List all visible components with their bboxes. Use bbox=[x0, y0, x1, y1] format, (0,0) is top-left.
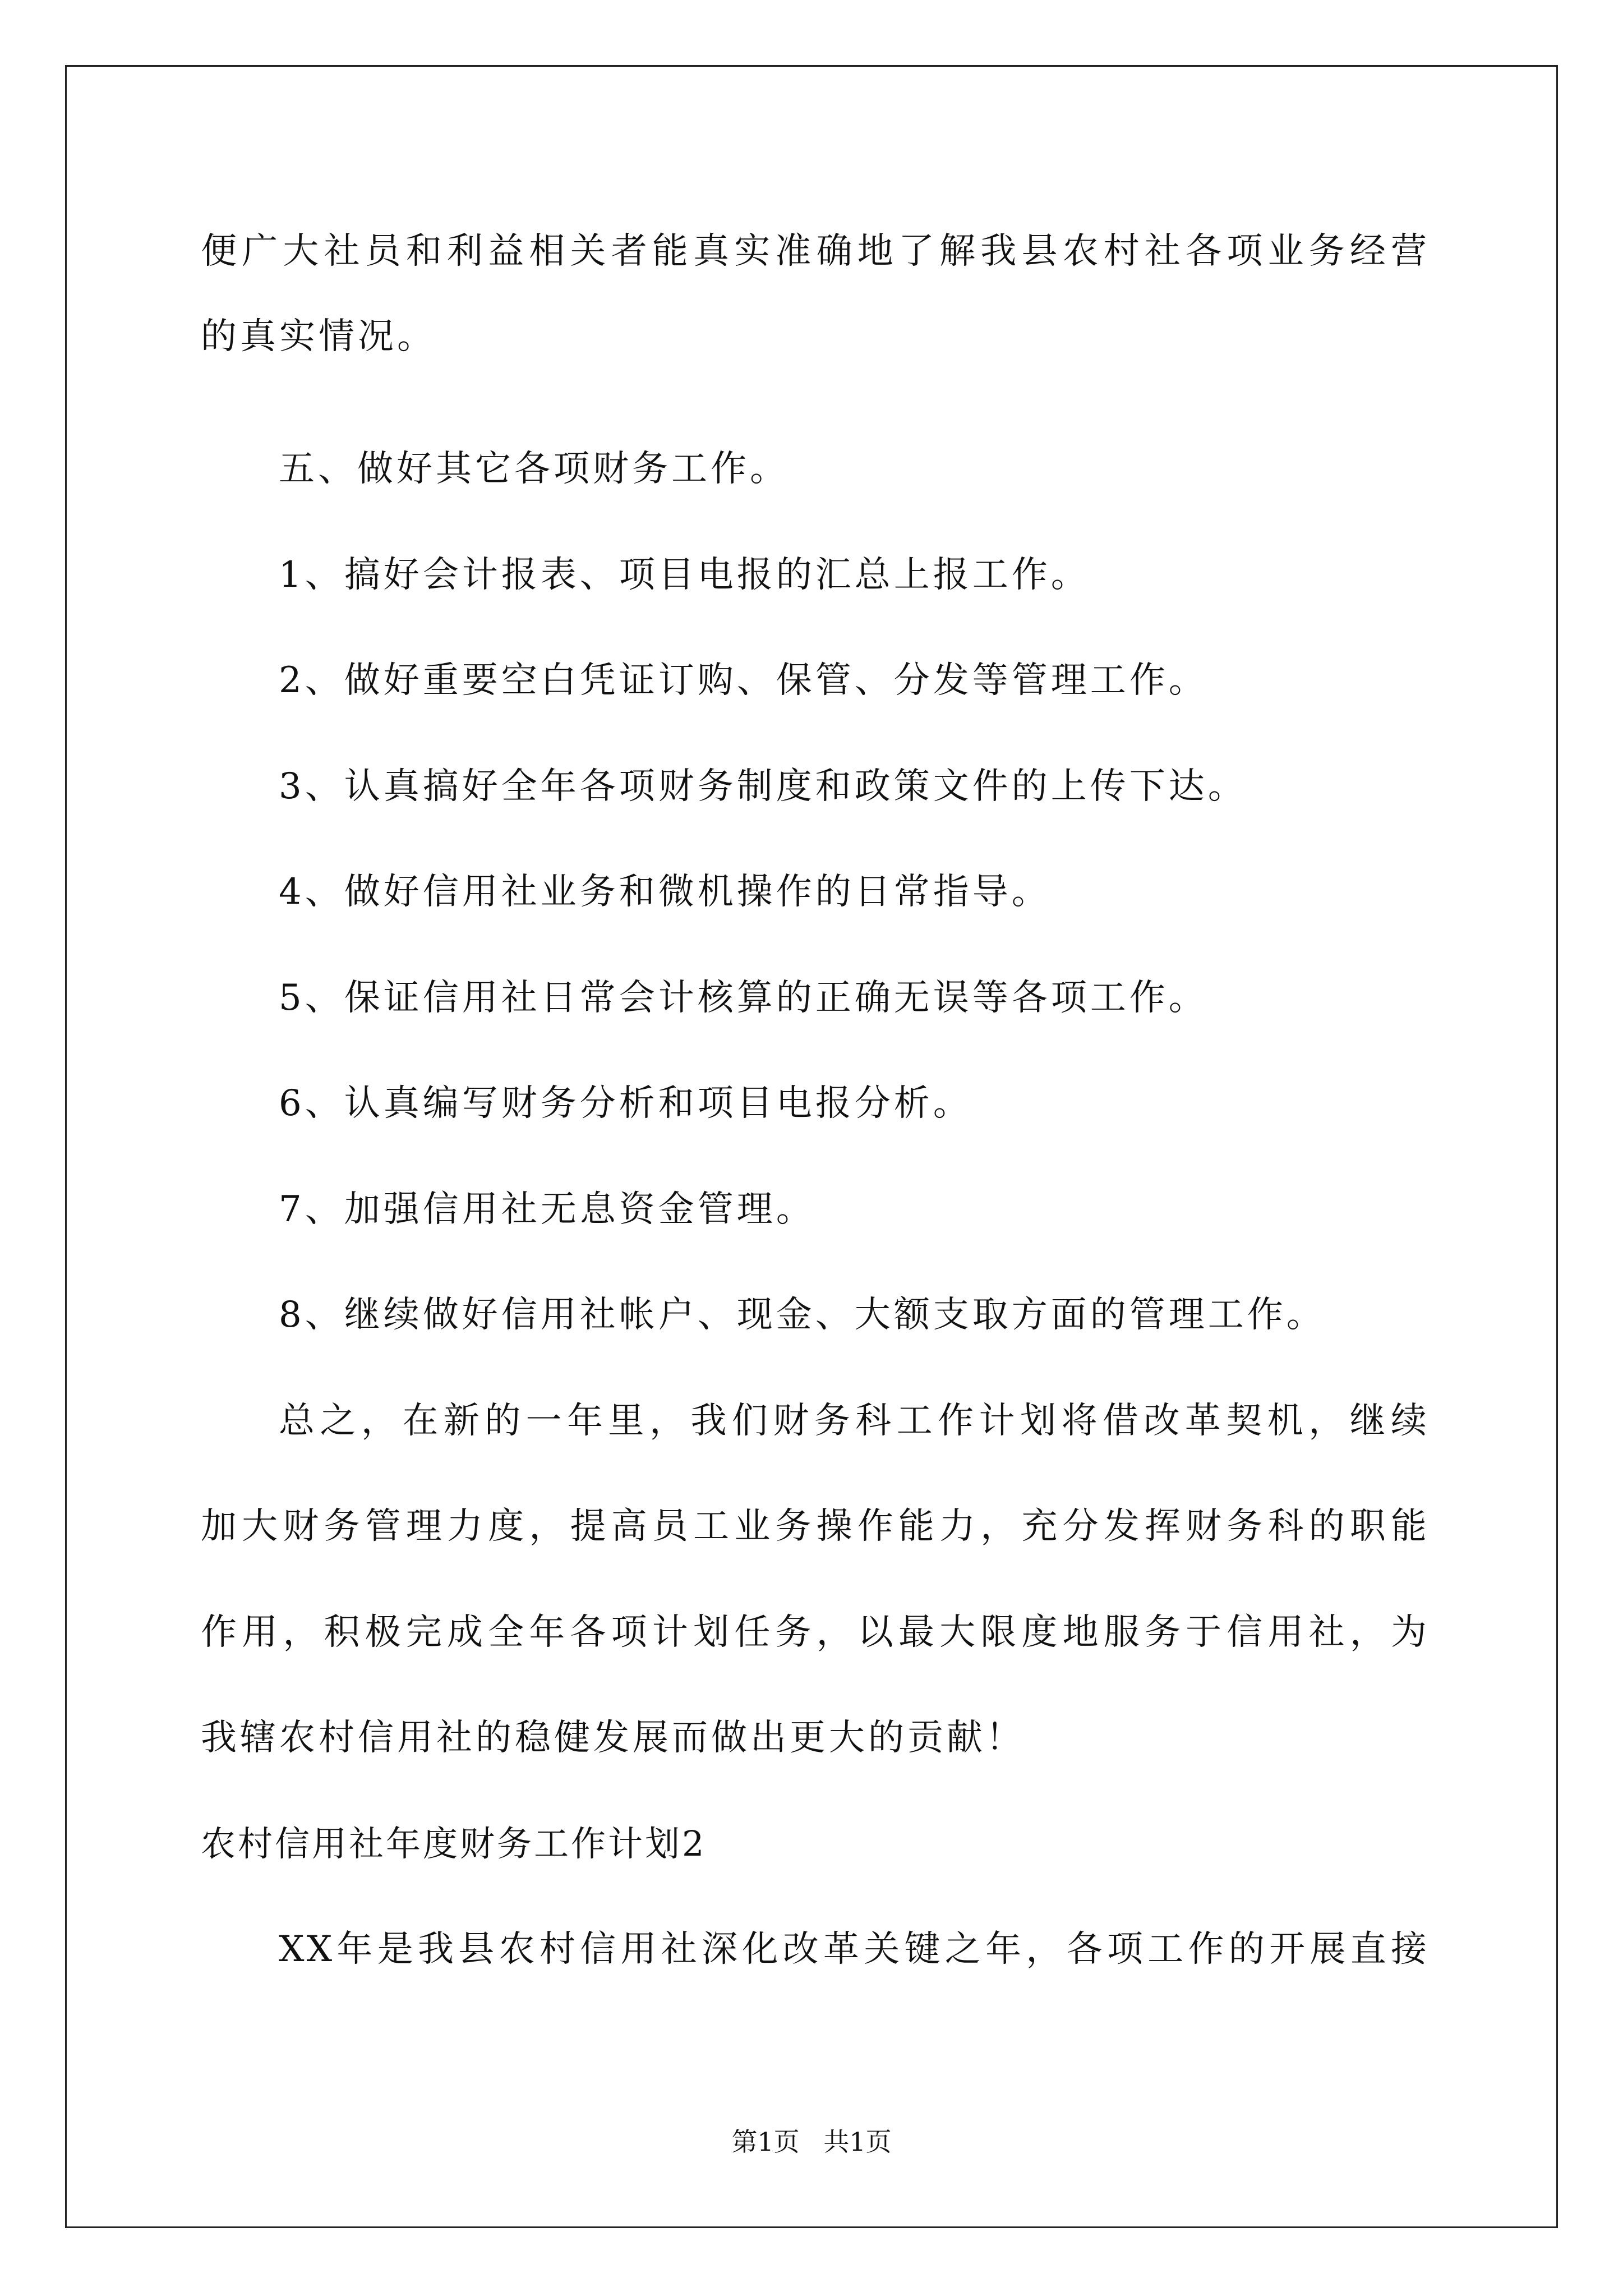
conclusion-line-1: 总之，在新的一年里，我们财务科工作计划将借改革契机，继续 bbox=[279, 1400, 1429, 1442]
list-item-5: 5、保证信用社日常会计核算的正确无误等各项工作。 bbox=[279, 977, 1208, 1019]
list-item-2: 2、做好重要空白凭证订购、保管、分发等管理工作。 bbox=[279, 660, 1208, 701]
conclusion-line-4: 我辖农村信用社的稳健发展而做出更大的贡献！ bbox=[201, 1717, 1025, 1759]
body-line-17: XX年是我县农村信用社深化改革关键之年，各项工作的开展直接 bbox=[279, 1929, 1429, 1970]
list-item-6: 6、认真编写财务分析和项目电报分析。 bbox=[279, 1083, 972, 1124]
body-line-1: 便广大社员和利益相关者能真实准确地了解我县农村社各项业务经营 bbox=[201, 231, 1429, 272]
page-number: 第1页 bbox=[731, 2127, 800, 2157]
page-footer bbox=[0, 2126, 1623, 2157]
document-title-2: 农村信用社年度财务工作计划2 bbox=[201, 1823, 707, 1864]
page-border bbox=[65, 65, 1558, 2228]
list-item-7: 7、加强信用社无息资金管理。 bbox=[279, 1189, 815, 1230]
list-item-3: 3、认真搞好全年各项财务制度和政策文件的上传下达。 bbox=[279, 766, 1247, 807]
list-item-8: 8、继续做好信用社帐户、现金、大额支取方面的管理工作。 bbox=[279, 1294, 1326, 1336]
section-heading-5: 五、做好其它各项财务工作。 bbox=[279, 448, 789, 490]
conclusion-line-3: 作用，积极完成全年各项计划任务，以最大限度地服务于信用社，为 bbox=[201, 1612, 1429, 1653]
list-item-1: 1、搞好会计报表、项目电报的汇总上报工作。 bbox=[279, 554, 1090, 596]
page-total: 共1页 bbox=[823, 2127, 892, 2157]
list-item-4: 4、做好信用社业务和微机操作的日常指导。 bbox=[279, 871, 1051, 913]
conclusion-line-2: 加大财务管理力度，提高员工业务操作能力，充分发挥财务科的职能 bbox=[201, 1506, 1429, 1547]
body-line-2: 的真实情况。 bbox=[201, 316, 436, 357]
